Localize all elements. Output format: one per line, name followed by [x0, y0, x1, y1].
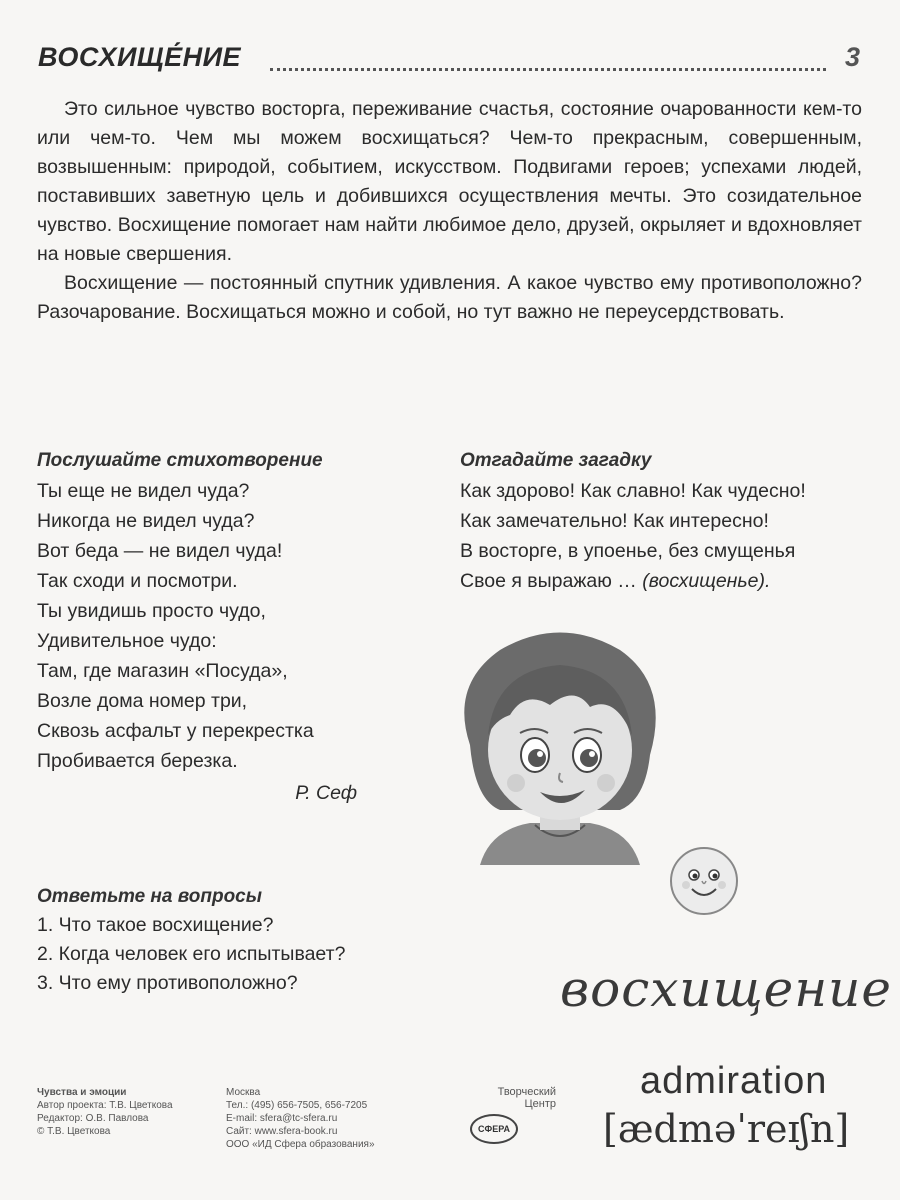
question-item: 2. Когда человек его испытывает?: [37, 943, 346, 965]
publisher-logo: [466, 1086, 556, 1146]
poem-line: Сквозь асфальт у перекрестка: [37, 720, 314, 742]
poem-line: Возле дома номер три,: [37, 690, 248, 712]
poem-line: Удивительное чудо:: [37, 630, 217, 652]
questions-section: [37, 882, 457, 998]
footer-contacts: [226, 1086, 446, 1151]
poem-line: Пробивается березка.: [37, 750, 238, 772]
poem-heading: Послушайте стихотворение: [37, 450, 323, 471]
cursive-word: восхищение: [560, 960, 892, 1018]
poem-section: [37, 446, 367, 808]
riddle-heading: Отгадайте загадку: [460, 450, 652, 471]
intro-text: [37, 95, 862, 327]
intro-paragraph: Это сильное чувство восторга, переживание счастья, состояние очарованности кем-то или чем-то. Чем мы можем восхищаться? Чем-то прекрасным, совершенным, возвышенным: природой, событием, искусством. Подвигами героев; успехами людей, поставивших заветную цель и добившихся осуществления мечты. Это созидательное чувство. Восхищение помогает нам найти любимое дело, друзей, окрыляет и вдохновляет на новые свершения.: [37, 98, 862, 265]
poem-line: Ты еще не видел чуда?: [37, 480, 250, 502]
poem-line: Вот беда — не видел чуда!: [37, 540, 283, 562]
poem-line: Никогда не видел чуда?: [37, 510, 255, 532]
girl-face-illustration: [440, 625, 680, 875]
intro-paragraph: Восхищение — постоянный спутник удивления. А какое чувство ему противоположно? Разочарование. Восхищаться можно и собой, но тут важно не переусердствовать.: [37, 272, 862, 323]
riddle-line: Как замечательно! Как интересно!: [460, 510, 769, 532]
riddle-line: В восторге, в упоенье, без смущенья: [460, 540, 796, 562]
footer-line: E-mail: sfera@tc-sfera.ru: [226, 1113, 338, 1124]
riddle-section: [460, 446, 880, 596]
page-number: 3: [844, 42, 860, 72]
title-row: [38, 40, 860, 80]
logo-emblem: СФЕРА: [470, 1114, 518, 1144]
title-dot-leader: [270, 68, 826, 71]
footer-line: Редактор: О.В. Павлова: [37, 1113, 149, 1124]
riddle-last-line: Свое я выражаю …: [460, 570, 643, 592]
poem-author: Р. Сеф: [295, 782, 357, 804]
footer-line: ООО «ИД Сфера образования»: [226, 1139, 375, 1150]
poem-line: Так сходи и посмотри.: [37, 570, 238, 592]
page-title: ВОСХИЩЕ́НИЕ: [38, 42, 242, 72]
english-word: admiration: [640, 1060, 828, 1102]
riddle-answer: (восхищенье).: [642, 570, 771, 592]
footer-credits: [37, 1086, 217, 1138]
logo-text-bottom: Центр: [524, 1098, 556, 1110]
poem-line: Там, где магазин «Посуда»,: [37, 660, 288, 682]
poem-line: Ты увидишь просто чудо,: [37, 600, 266, 622]
transcription: [ædməˈreɪʃn]: [603, 1107, 850, 1151]
riddle-line: Как здорово! Как славно! Как чудесно!: [460, 480, 806, 502]
footer-line: Тел.: (495) 656-7505, 656-7205: [226, 1100, 368, 1111]
logo-text-top: Творческий: [497, 1086, 556, 1098]
footer-line: Автор проекта: Т.В. Цветкова: [37, 1100, 173, 1111]
footer-line: Москва: [226, 1087, 261, 1098]
footer-line: Сайт: www.sfera-book.ru: [226, 1126, 338, 1137]
riddle-line: [460, 566, 880, 596]
questions-heading: Ответьте на вопросы: [37, 886, 262, 907]
question-item: 3. Что ему противоположно?: [37, 972, 298, 994]
footer-line: © Т.В. Цветкова: [37, 1126, 111, 1137]
question-item: 1. Что такое восхищение?: [37, 914, 274, 936]
smiley-icon: [668, 845, 740, 917]
footer-series: Чувства и эмоции: [37, 1087, 127, 1098]
